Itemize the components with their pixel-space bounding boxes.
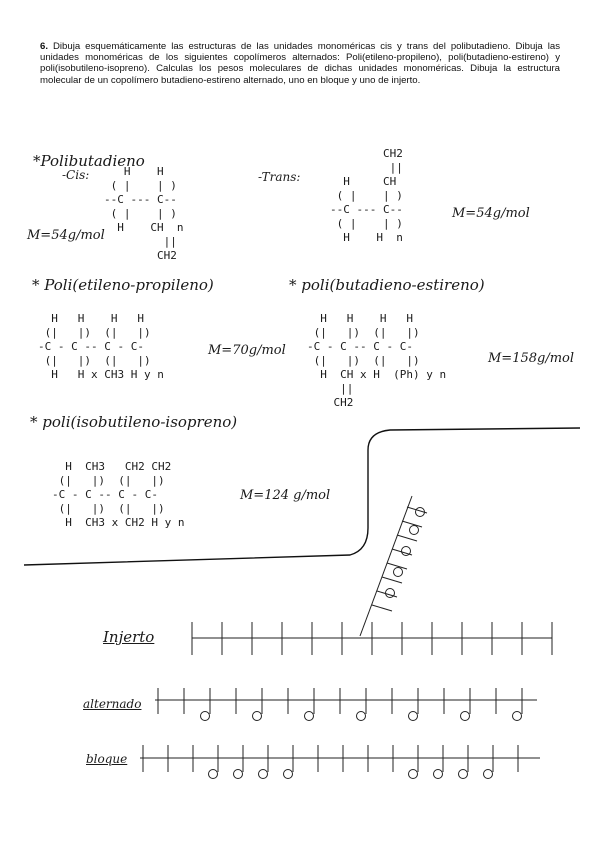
graft-backbone <box>192 622 552 655</box>
trans-mass: M=54g/mol <box>452 206 530 221</box>
cis-line: H H <box>104 165 164 178</box>
trans-line: --C --- C-- <box>330 203 403 216</box>
bs-line: -C - C -- C - C- <box>307 340 413 353</box>
ii-mass: M=124 g/mol <box>240 488 331 503</box>
ep-line: (| |) (| |) <box>38 326 151 339</box>
exercise-number: 6. <box>40 41 49 52</box>
ep-line: -C - C -- C - C- <box>38 340 144 353</box>
cis-line: ( | | ) <box>104 179 177 192</box>
isobutileno-isopreno-title: * poli(isobutileno-isopreno) <box>30 413 238 431</box>
bs-line: || <box>307 382 354 395</box>
alternating-label: alternado <box>83 697 142 711</box>
trans-line: ( | | ) <box>330 217 403 230</box>
butadieno-estireno-title: * poli(butadieno-estireno) <box>289 276 485 294</box>
bs-line: H H H H <box>307 312 413 325</box>
graft-branch <box>360 496 427 636</box>
bs-line: (| |) (| |) <box>307 326 420 339</box>
polibutadieno-title: *Polibutadieno <box>33 152 145 170</box>
ep-line: (| |) (| |) <box>38 354 151 367</box>
ep-line: H H H H <box>38 312 144 325</box>
block-label: bloque <box>86 752 128 766</box>
ii-line: -C - C -- C - C- <box>52 488 158 501</box>
cis-line: ( | | ) <box>104 207 177 220</box>
trans-line: H H n <box>330 231 403 244</box>
etileno-propileno-title: * Poli(etileno-propileno) <box>32 276 214 294</box>
trans-line: H CH <box>330 175 397 188</box>
divider-line <box>24 428 580 565</box>
cis-line: CH2 <box>104 249 177 262</box>
cis-label: -Cis: <box>62 168 90 182</box>
ii-line: (| |) (| |) <box>52 502 165 515</box>
trans-line: CH2 <box>330 147 403 160</box>
ii-line: H CH3 x CH2 H y n <box>52 516 185 529</box>
cis-mass: M=54g/mol <box>27 228 105 243</box>
trans-label: -Trans: <box>258 170 301 184</box>
bs-line: CH2 <box>307 396 354 409</box>
graft-label: Injerto <box>103 628 155 646</box>
cis-line: --C --- C-- <box>104 193 177 206</box>
cis-line: || <box>104 235 177 248</box>
ep-line: H H x CH3 H y n <box>38 368 164 381</box>
bs-line: (| |) (| |) <box>307 354 420 367</box>
ii-line: H CH3 CH2 CH2 <box>52 460 172 473</box>
ii-line: (| |) (| |) <box>52 474 165 487</box>
bs-line: H CH x H (Ph) y n <box>307 368 447 381</box>
block-chain <box>140 745 540 779</box>
bs-mass: M=158g/mol <box>488 351 575 366</box>
alternating-chain <box>155 688 537 721</box>
trans-line: ( | | ) <box>330 189 403 202</box>
ep-mass: M=70g/mol <box>208 343 286 358</box>
exercise-text: Dibuja esquemáticamente las estructuras de las unidades monoméricas cis y trans del polibutadieno. Dibuja las unidades monoméricas de los siguientes copolímeros alternados: Poli(etileno-propileno), poli(butadieno-estireno) y poli(isobutileno-isopreno). Calculas los pesos moleculares de dichas unidades monoméricas. Dibuja la estructura molecular de un copolímero butadieno-estireno alternado, uno en bloque y uno de injerto. <box>40 41 560 86</box>
cis-line: H CH n <box>104 221 184 234</box>
trans-line: || <box>330 161 403 174</box>
